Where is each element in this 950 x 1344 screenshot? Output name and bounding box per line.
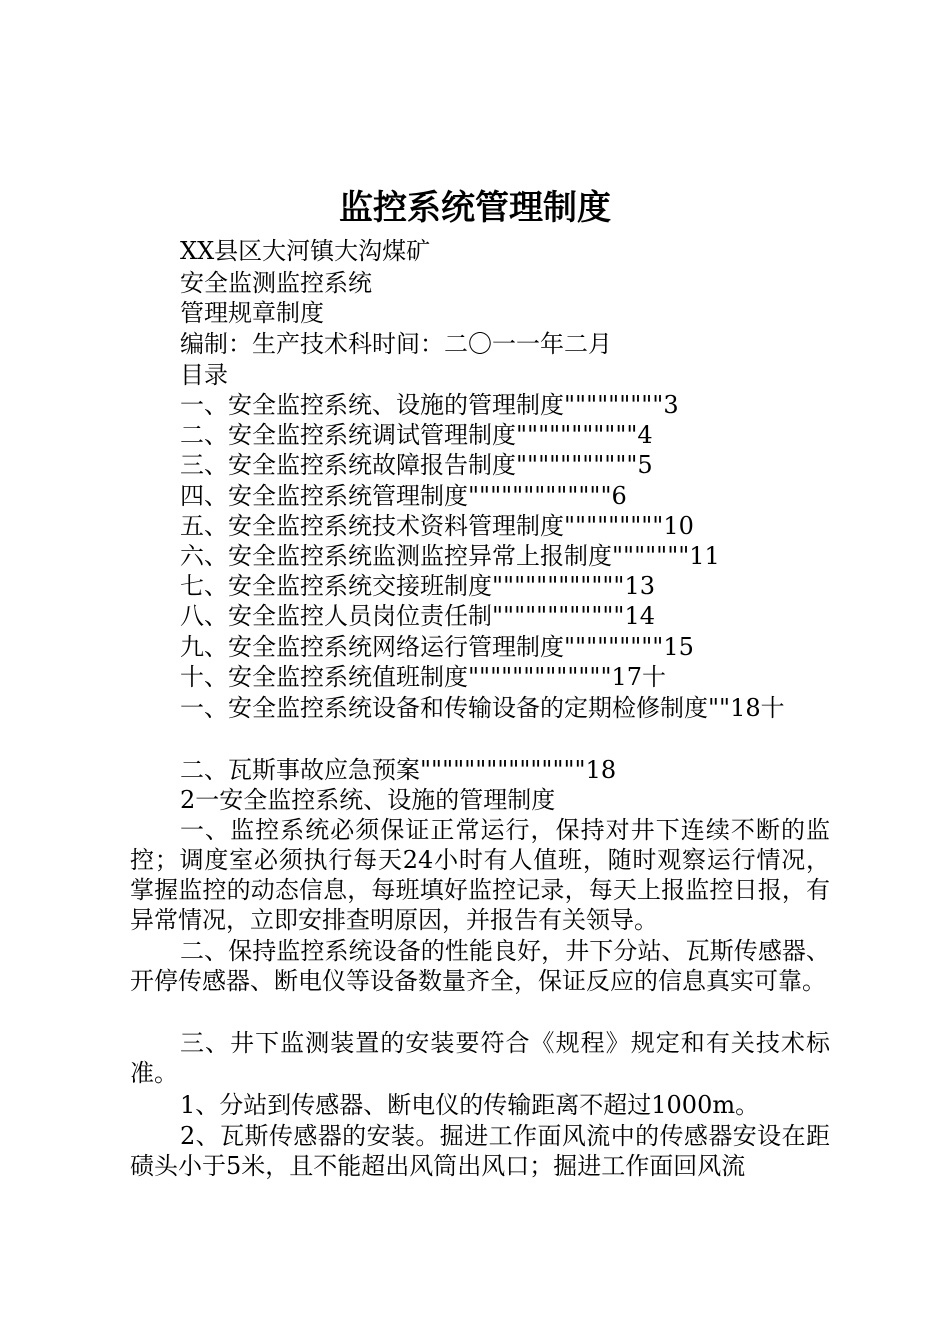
toc-item: 二、瓦斯事故应急预案"""""""""""""""18 <box>180 756 617 784</box>
toc-item: 六、安全监控系统监测监控异常上报制度"""""""11 <box>180 542 720 570</box>
toc-item: 四、安全监控系统管理制度"""""""""""""6 <box>180 482 627 510</box>
toc-heading: 目录 <box>180 361 228 389</box>
body-paragraph: 一、监控系统必须保证正常运行，保持对井下连续不断的监控；调度室必须执行每天24小时有人值班，随时观察运行情况，掌握监控的动态信息，每班填好监控记录，每天上报监控日报，有异常情况，立即安排查明原因，并报告有关领导。 <box>130 816 830 934</box>
document-title: 监控系统管理制度 <box>339 188 611 228</box>
toc-item: 三、安全监控系统故障报告制度"""""""""""5 <box>180 451 653 479</box>
toc-item: 二、安全监控系统调试管理制度"""""""""""4 <box>180 421 653 449</box>
toc-item: 一、安全监控系统、设施的管理制度"""""""""3 <box>180 391 679 419</box>
toc-item: 七、安全监控系统交接班制度""""""""""""13 <box>180 572 656 600</box>
body-paragraph: 2、瓦斯传感器的安装。掘进工作面风流中的传感器安设在距碛头小于5米，且不能超出风筒出风口；掘进工作面回风流 <box>130 1122 830 1180</box>
body-paragraph: 1、分站到传感器、断电仪的传输距离不超过1000m。 <box>180 1091 760 1119</box>
toc-item: 一、安全监控系统设备和传输设备的定期检修制度""18十 <box>180 694 785 722</box>
system-name: 安全监测监控系统 <box>180 269 372 297</box>
toc-item: 五、安全监控系统技术资料管理制度"""""""""10 <box>180 512 694 540</box>
toc-item: 十、安全监控系统值班制度"""""""""""""17十 <box>180 663 667 691</box>
body-paragraph: 三、井下监测装置的安装要符合《规程》规定和有关技术标准。 <box>130 1029 830 1087</box>
toc-item: 九、安全监控系统网络运行管理制度"""""""""15 <box>180 633 694 661</box>
doc-subtitle: 管理规章制度 <box>180 299 324 327</box>
toc-item: 八、安全监控人员岗位责任制""""""""""""14 <box>180 602 656 630</box>
mine-name: XX县区大河镇大沟煤矿 <box>180 237 431 265</box>
section-heading: 2一安全监控系统、设施的管理制度 <box>180 786 556 814</box>
body-paragraph: 二、保持监控系统设备的性能良好，井下分站、瓦斯传感器、开停传感器、断电仪等设备数量齐全，保证反应的信息真实可靠。 <box>130 937 830 995</box>
compiler-date: 编制：生产技术科时间：二〇一一年二月 <box>180 330 612 358</box>
